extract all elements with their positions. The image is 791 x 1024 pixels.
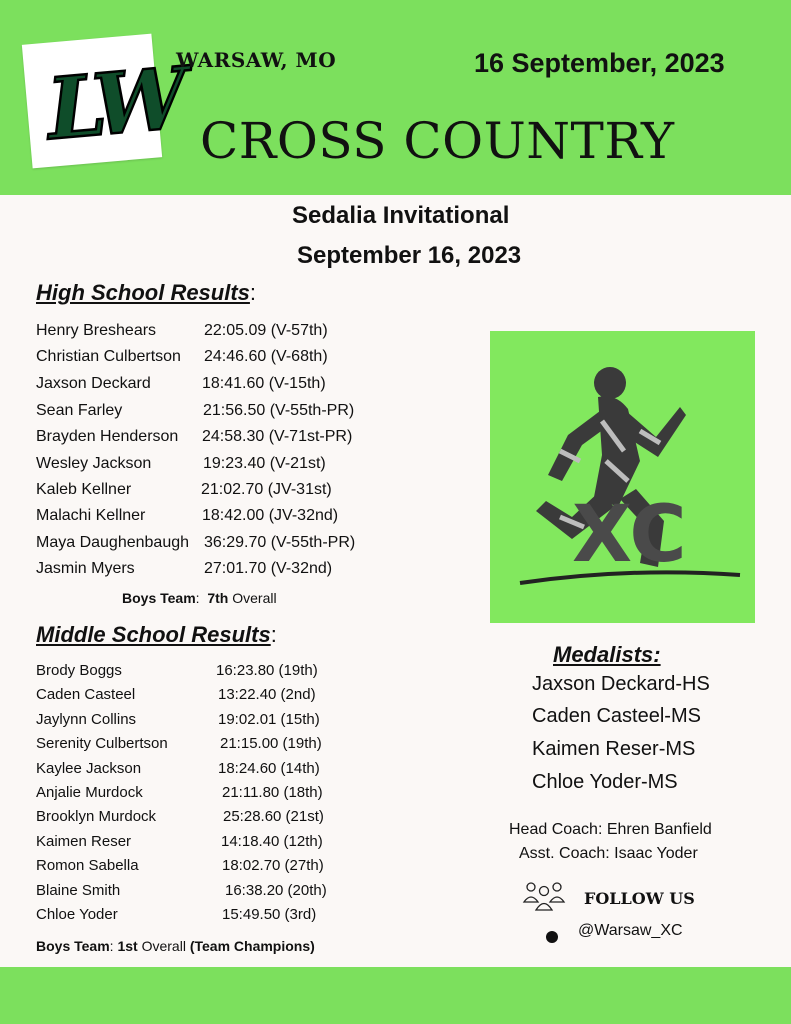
athlete-time: 24:58.30 (V-71st-PR) bbox=[202, 428, 353, 445]
event-name: Sedalia Invitational bbox=[292, 202, 510, 229]
head-coach: Head Coach: Ehren Banfield bbox=[509, 821, 712, 838]
athlete-name: Brody Boggs bbox=[36, 662, 122, 679]
team-sep: : bbox=[195, 590, 200, 606]
athlete-time: 16:23.80 (19th) bbox=[216, 662, 318, 679]
follow-us-label: FOLLOW US bbox=[584, 889, 695, 908]
athlete-time: 19:02.01 (15th) bbox=[218, 711, 320, 728]
athlete-time: 22:05.09 (V-57th) bbox=[204, 322, 328, 339]
city-label: WARSAW, MO bbox=[176, 48, 337, 72]
athlete-name: Jasmin Myers bbox=[36, 560, 135, 577]
athlete-name: Chloe Yoder bbox=[36, 906, 118, 923]
athlete-name: Henry Breshears bbox=[36, 322, 157, 339]
team-label: Boys Team bbox=[36, 938, 110, 954]
athlete-time: 13:22.40 (2nd) bbox=[218, 686, 316, 703]
high-school-heading bbox=[36, 280, 256, 306]
medalist-item: Jaxson Deckard-HS bbox=[532, 673, 710, 695]
athlete-name: Caden Casteel bbox=[36, 686, 136, 703]
team-place: 7th bbox=[207, 590, 229, 606]
athlete-name: Brooklyn Murdock bbox=[36, 808, 157, 825]
asst-coach: Asst. Coach: Isaac Yoder bbox=[519, 845, 698, 862]
athlete-name: Kaimen Reser bbox=[36, 833, 132, 850]
athlete-time: 18:42.00 (JV-32nd) bbox=[202, 507, 339, 524]
team-rest: Overall bbox=[232, 590, 277, 606]
high-school-heading-colon: : bbox=[249, 280, 257, 305]
page-title: CROSS COUNTRY bbox=[200, 112, 675, 170]
athlete-name: Maya Daughenbaugh bbox=[36, 534, 190, 551]
runner-head bbox=[594, 367, 626, 399]
team-sep: : bbox=[109, 938, 114, 954]
athlete-name: Wesley Jackson bbox=[36, 455, 152, 472]
athlete-name: Sean Farley bbox=[36, 402, 123, 419]
team-label: Boys Team bbox=[122, 590, 196, 606]
middle-school-heading bbox=[36, 622, 277, 648]
athlete-name: Christian Culbertson bbox=[36, 348, 181, 365]
athlete-time: 27:01.70 (V-32nd) bbox=[204, 560, 333, 577]
athlete-time: 15:49.50 (3rd) bbox=[222, 906, 317, 923]
team-note: (Team Champions) bbox=[189, 938, 315, 954]
people-icon bbox=[522, 880, 566, 917]
athlete-time: 18:02.70 (27th) bbox=[222, 857, 324, 874]
athlete-time: 16:38.20 (20th) bbox=[225, 882, 327, 899]
athlete-time: 24:46.60 (V-68th) bbox=[204, 348, 328, 365]
xc-text: XC bbox=[572, 490, 687, 580]
athlete-name: Jaylynn Collins bbox=[36, 711, 137, 728]
medalists-heading: Medalists: bbox=[553, 642, 661, 667]
athlete-name: Jaxson Deckard bbox=[36, 375, 151, 392]
athlete-time: 18:24.60 (14th) bbox=[218, 760, 320, 777]
athlete-name: Romon Sabella bbox=[36, 857, 139, 874]
athlete-time: 21:56.50 (V-55th-PR) bbox=[203, 402, 355, 419]
medalist-item: Caden Casteel-MS bbox=[532, 705, 701, 727]
high-school-heading-text: High School Results bbox=[36, 280, 250, 305]
social-handle[interactable]: @Warsaw_XC bbox=[578, 922, 683, 939]
team-rest: Overall bbox=[141, 938, 186, 954]
athlete-name: Kaleb Kellner bbox=[36, 481, 132, 498]
event-date: September 16, 2023 bbox=[297, 242, 522, 269]
middle-school-heading-text: Middle School Results bbox=[36, 622, 271, 647]
athlete-time: 19:23.40 (V-21st) bbox=[203, 455, 326, 472]
athlete-time: 18:41.60 (V-15th) bbox=[202, 375, 326, 392]
athlete-name: Blaine Smith bbox=[36, 882, 121, 899]
athlete-time: 36:29.70 (V-55th-PR) bbox=[204, 534, 356, 551]
athlete-time: 21:02.70 (JV-31st) bbox=[201, 481, 332, 498]
athlete-time: 14:18.40 (12th) bbox=[221, 833, 323, 850]
athlete-name: Serenity Culbertson bbox=[36, 735, 168, 752]
ms-team-summary bbox=[36, 938, 315, 954]
athlete-time: 21:15.00 (19th) bbox=[220, 735, 322, 752]
medalist-item: Kaimen Reser-MS bbox=[532, 738, 696, 760]
school-logo bbox=[22, 34, 185, 169]
hs-team-summary bbox=[122, 590, 277, 606]
middle-school-heading-colon: : bbox=[270, 622, 277, 647]
athlete-time: 21:11.80 (18th) bbox=[222, 784, 323, 801]
footer-banner bbox=[0, 967, 791, 1024]
team-place: 1st bbox=[117, 938, 138, 954]
xc-runner-graphic bbox=[490, 331, 755, 623]
logo-text: LW bbox=[41, 48, 185, 161]
athlete-name: Malachi Kellner bbox=[36, 507, 146, 524]
athlete-time: 25:28.60 (21st) bbox=[223, 808, 324, 825]
medalist-item: Chloe Yoder-MS bbox=[532, 771, 678, 793]
bullet-icon bbox=[546, 931, 558, 943]
athlete-name: Brayden Henderson bbox=[36, 428, 179, 445]
athlete-name: Anjalie Murdock bbox=[36, 784, 143, 801]
header-date: 16 September, 2023 bbox=[474, 48, 725, 78]
runner-arm-back bbox=[548, 411, 604, 481]
athlete-name: Kaylee Jackson bbox=[36, 760, 142, 777]
runner-illustration bbox=[490, 331, 755, 623]
